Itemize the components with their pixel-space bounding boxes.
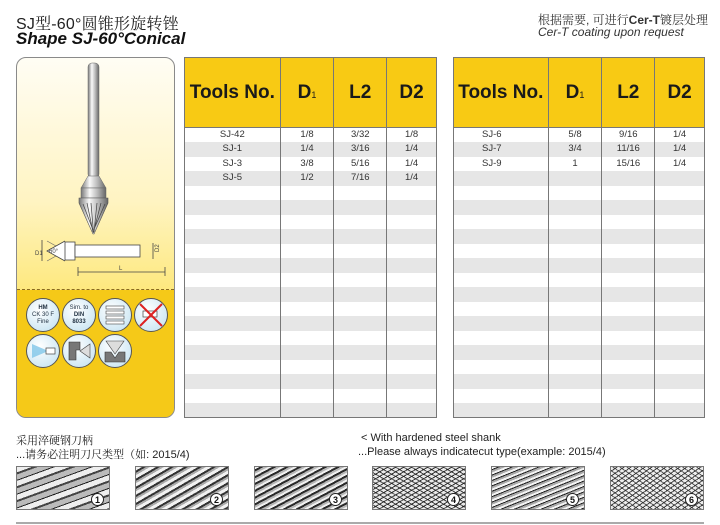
cell-tool (454, 258, 549, 273)
cell-l2 (334, 229, 387, 244)
table-row (454, 244, 705, 259)
table-row (185, 316, 437, 331)
cell-d2 (387, 215, 437, 230)
table-row (454, 287, 705, 302)
table-row (454, 316, 705, 331)
cut-type-number: 6 (685, 493, 698, 506)
cell-d2 (655, 345, 705, 360)
coating-note-prefix: 根据需要, 可进行 (538, 13, 629, 27)
table-row (454, 331, 705, 346)
d2-label: D2 (155, 244, 161, 252)
length-label: L (119, 266, 123, 272)
page-title-cn: SJ型-60°圆锥形旋转锉 (16, 16, 179, 33)
d1-label: D1 (35, 251, 43, 257)
material-badge (26, 298, 60, 332)
badge-text: Sim. to (69, 304, 89, 311)
cell-d2 (655, 403, 705, 418)
cell-d2 (655, 215, 705, 230)
cell-d1 (548, 345, 602, 360)
cell-d1 (548, 389, 602, 404)
col-d2: D2 (387, 58, 437, 128)
dimension-diagram (25, 233, 170, 283)
cell-d2: 1/4 (387, 142, 437, 157)
cell-l2 (334, 287, 387, 302)
shank-note-en: < With hardened steel shank (361, 432, 501, 444)
cell-l2 (334, 302, 387, 317)
cell-l2: 9/16 (602, 128, 655, 143)
cell-d2 (655, 244, 705, 259)
cell-d1 (280, 215, 334, 230)
cell-d2 (655, 316, 705, 331)
cell-tool: SJ-6 (454, 128, 549, 143)
table-row (454, 345, 705, 360)
cell-d1 (548, 316, 602, 331)
cell-d1 (548, 229, 602, 244)
cell-d1 (548, 244, 602, 259)
table-row (454, 186, 705, 201)
col-d1-label: D (297, 81, 312, 103)
table-row (454, 360, 705, 375)
coating-note-suffix: 镀层处理 (660, 13, 709, 27)
cell-l2: 7/16 (334, 171, 387, 186)
cell-tool (454, 244, 549, 259)
table-row (185, 345, 437, 360)
cell-l2 (334, 331, 387, 346)
table-header-row (185, 58, 437, 128)
cell-d1 (548, 200, 602, 215)
col-tools-no: Tools No. (185, 58, 281, 128)
col-d2: D2 (655, 58, 705, 128)
cell-d1 (548, 331, 602, 346)
cell-d2 (655, 258, 705, 273)
cell-tool: SJ-3 (185, 157, 281, 172)
cell-d2 (655, 186, 705, 201)
cell-d2 (387, 331, 437, 346)
cell-tool: SJ-7 (454, 142, 549, 157)
cell-d1 (548, 302, 602, 317)
table-row (185, 128, 437, 143)
col-d1-sub: 1 (579, 89, 585, 100)
cell-tool (454, 200, 549, 215)
table-row (454, 229, 705, 244)
angle-label: 60° (49, 249, 59, 255)
table-row (185, 389, 437, 404)
cell-d1 (280, 389, 334, 404)
cell-tool (185, 345, 281, 360)
table-row (454, 273, 705, 288)
cell-l2 (334, 186, 387, 201)
cell-d2: 1/4 (387, 171, 437, 186)
cell-d1 (548, 273, 602, 288)
table-row (454, 258, 705, 273)
cell-d1 (280, 244, 334, 259)
cell-l2 (602, 287, 655, 302)
cell-d1 (548, 287, 602, 302)
cell-d2 (387, 287, 437, 302)
cell-l2: 3/16 (334, 142, 387, 157)
cell-d2 (655, 229, 705, 244)
cell-d2: 1/4 (387, 157, 437, 172)
coating-note-en: Cer-T coating upon request (538, 25, 684, 39)
badge-text: HM (38, 304, 48, 311)
cell-tool (185, 403, 281, 418)
cell-tool (185, 360, 281, 375)
cell-l2 (602, 229, 655, 244)
cell-d2 (387, 273, 437, 288)
cell-d2 (655, 287, 705, 302)
cut-type-note-cn: ...请务必注明刀尺类型（如: 2015/4) (16, 449, 190, 461)
no-water-icon (134, 298, 168, 332)
cell-d2 (655, 302, 705, 317)
cell-tool (454, 374, 549, 389)
cell-tool (454, 403, 549, 418)
cell-d2 (387, 403, 437, 418)
cell-d1 (548, 186, 602, 201)
table-row (185, 244, 437, 259)
cell-l2 (334, 200, 387, 215)
cell-l2 (602, 171, 655, 186)
cell-l2 (602, 374, 655, 389)
cell-tool (454, 186, 549, 201)
cell-l2 (602, 215, 655, 230)
bottom-rule (16, 522, 704, 524)
table-row (454, 157, 705, 172)
cut-type-number: 4 (447, 493, 460, 506)
cut-type-number: 5 (566, 493, 579, 506)
cell-tool (185, 316, 281, 331)
cell-d1: 3/8 (280, 157, 334, 172)
cell-l2 (602, 302, 655, 317)
cell-l2 (602, 258, 655, 273)
col-tools-no: Tools No. (454, 58, 549, 128)
cell-d2 (387, 186, 437, 201)
cell-d2 (387, 316, 437, 331)
cell-d1: 1/4 (280, 142, 334, 157)
cell-tool (185, 302, 281, 317)
table-row (454, 215, 705, 230)
cell-d1: 1/8 (280, 128, 334, 143)
cell-tool (454, 273, 549, 288)
cell-tool: SJ-5 (185, 171, 281, 186)
cell-l2 (602, 345, 655, 360)
cell-l2 (602, 186, 655, 201)
cell-tool (185, 273, 281, 288)
cell-l2 (334, 244, 387, 259)
cell-tool (185, 215, 281, 230)
spec-table-right (453, 57, 705, 418)
cell-l2 (602, 331, 655, 346)
table-row (185, 200, 437, 215)
cell-d1 (280, 302, 334, 317)
cell-d1 (280, 331, 334, 346)
cell-l2 (602, 360, 655, 375)
col-l2: L2 (334, 58, 387, 128)
cut-type-note-en: ...Please always indicatecut type(example: 2015/4) (358, 446, 606, 458)
cell-tool (185, 331, 281, 346)
table-row (185, 258, 437, 273)
col-d1-sub: 1 (311, 89, 317, 100)
spec-table-right-body (454, 128, 705, 418)
table-header-row (454, 58, 705, 128)
cell-d2 (387, 200, 437, 215)
cell-l2: 15/16 (602, 157, 655, 172)
cell-l2: 11/16 (602, 142, 655, 157)
cell-d2 (655, 360, 705, 375)
cell-d1: 1/2 (280, 171, 334, 186)
badge-text: CK 30 F (31, 311, 54, 318)
cell-l2 (602, 244, 655, 259)
cell-l2 (334, 360, 387, 375)
cell-d2 (387, 244, 437, 259)
cell-tool (454, 345, 549, 360)
cell-l2 (602, 200, 655, 215)
cell-d1 (280, 186, 334, 201)
table-row (185, 142, 437, 157)
cut-type-sample-2 (135, 466, 229, 510)
table-row (185, 229, 437, 244)
cell-d1 (280, 374, 334, 389)
cell-l2 (334, 316, 387, 331)
cell-tool (185, 229, 281, 244)
cut-type-sample-6 (610, 466, 704, 510)
table-row (185, 273, 437, 288)
col-d1 (280, 58, 334, 128)
cell-d2 (655, 200, 705, 215)
cell-d1 (548, 171, 602, 186)
cell-d2: 1/4 (655, 157, 705, 172)
cut-type-number: 2 (210, 493, 223, 506)
cell-tool (185, 374, 281, 389)
cell-d1: 1 (548, 157, 602, 172)
table-row (454, 200, 705, 215)
cell-d1 (280, 229, 334, 244)
table-row (185, 215, 437, 230)
panel-divider (17, 289, 174, 290)
cell-d2: 1/8 (387, 128, 437, 143)
cell-tool (454, 360, 549, 375)
cell-d1: 3/4 (548, 142, 602, 157)
badge-text: DIN (73, 311, 85, 318)
cell-d1 (548, 374, 602, 389)
cell-d2 (387, 389, 437, 404)
cell-tool (185, 287, 281, 302)
standard-badge (62, 298, 96, 332)
cell-d2: 1/4 (655, 128, 705, 143)
cell-tool: SJ-42 (185, 128, 281, 143)
cell-d2 (655, 331, 705, 346)
badge-text: Fine (37, 318, 49, 325)
cell-l2 (334, 273, 387, 288)
table-row (454, 128, 705, 143)
table-row (454, 142, 705, 157)
cut-type-sample-5 (491, 466, 585, 510)
cell-d2 (387, 360, 437, 375)
badge-text: 8033 (72, 318, 86, 325)
cell-l2 (602, 403, 655, 418)
cut-type-sample-3 (254, 466, 348, 510)
table-row (454, 403, 705, 418)
table-row (185, 302, 437, 317)
cell-l2 (334, 215, 387, 230)
deburring-icon (62, 334, 96, 368)
page-title-en: Shape SJ-60°Conical (16, 29, 186, 48)
table-row (454, 389, 705, 404)
cell-l2 (602, 273, 655, 288)
cell-d1 (548, 215, 602, 230)
cell-tool (185, 258, 281, 273)
cell-tool (454, 287, 549, 302)
cell-l2 (602, 316, 655, 331)
cell-l2: 5/16 (334, 157, 387, 172)
cell-d1 (280, 287, 334, 302)
cell-tool (454, 229, 549, 244)
cell-d2 (387, 345, 437, 360)
cell-tool (454, 389, 549, 404)
cell-tool (185, 389, 281, 404)
cell-l2 (334, 403, 387, 418)
spray-cooling-icon (26, 334, 60, 368)
cell-tool (185, 200, 281, 215)
cell-d1 (280, 316, 334, 331)
table-row (185, 403, 437, 418)
cell-d2 (655, 273, 705, 288)
cut-type-number: 3 (329, 493, 342, 506)
cell-d1 (548, 403, 602, 418)
cell-d1 (280, 403, 334, 418)
cell-d2 (655, 389, 705, 404)
cell-d1 (280, 273, 334, 288)
table-row (454, 302, 705, 317)
table-row (454, 374, 705, 389)
product-panel (16, 57, 175, 418)
spec-table-left (184, 57, 437, 418)
table-row (185, 186, 437, 201)
cut-types-icon (98, 298, 132, 332)
table-row (185, 331, 437, 346)
table-row (185, 360, 437, 375)
cell-tool: SJ-1 (185, 142, 281, 157)
table-row (185, 287, 437, 302)
cell-d1 (280, 258, 334, 273)
cell-tool (185, 186, 281, 201)
cell-tool (454, 316, 549, 331)
cell-tool (454, 331, 549, 346)
table-row (454, 171, 705, 186)
cell-d2 (387, 258, 437, 273)
cell-d1 (548, 258, 602, 273)
table-row (185, 157, 437, 172)
table-row (185, 171, 437, 186)
countersink-icon (98, 334, 132, 368)
col-d1-label: D (565, 81, 580, 103)
table-row (185, 374, 437, 389)
cell-tool (454, 171, 549, 186)
cell-l2: 3/32 (334, 128, 387, 143)
cell-tool (185, 244, 281, 259)
col-l2: L2 (602, 58, 655, 128)
cell-d2 (655, 374, 705, 389)
cell-d2 (387, 302, 437, 317)
cell-d2 (387, 374, 437, 389)
coating-note-brand: Cer-T (628, 13, 661, 27)
cell-d2 (387, 229, 437, 244)
cell-d1: 5/8 (548, 128, 602, 143)
cell-tool (454, 215, 549, 230)
cut-type-sample-1 (16, 466, 110, 510)
cell-d1 (280, 345, 334, 360)
cell-d1 (548, 360, 602, 375)
cell-l2 (334, 258, 387, 273)
cell-l2 (602, 389, 655, 404)
cut-type-number: 1 (91, 493, 104, 506)
cell-d2: 1/4 (655, 142, 705, 157)
cell-d1 (280, 200, 334, 215)
cut-type-sample-4 (372, 466, 466, 510)
spec-table-left-body (185, 128, 437, 418)
shank-note-cn: 采用淬硬钢刀柄 (16, 435, 93, 447)
cell-tool (454, 302, 549, 317)
cell-l2 (334, 345, 387, 360)
cell-l2 (334, 374, 387, 389)
cell-d2 (655, 171, 705, 186)
cell-l2 (334, 389, 387, 404)
cell-d1 (280, 360, 334, 375)
cell-tool: SJ-9 (454, 157, 549, 172)
col-d1 (548, 58, 602, 128)
